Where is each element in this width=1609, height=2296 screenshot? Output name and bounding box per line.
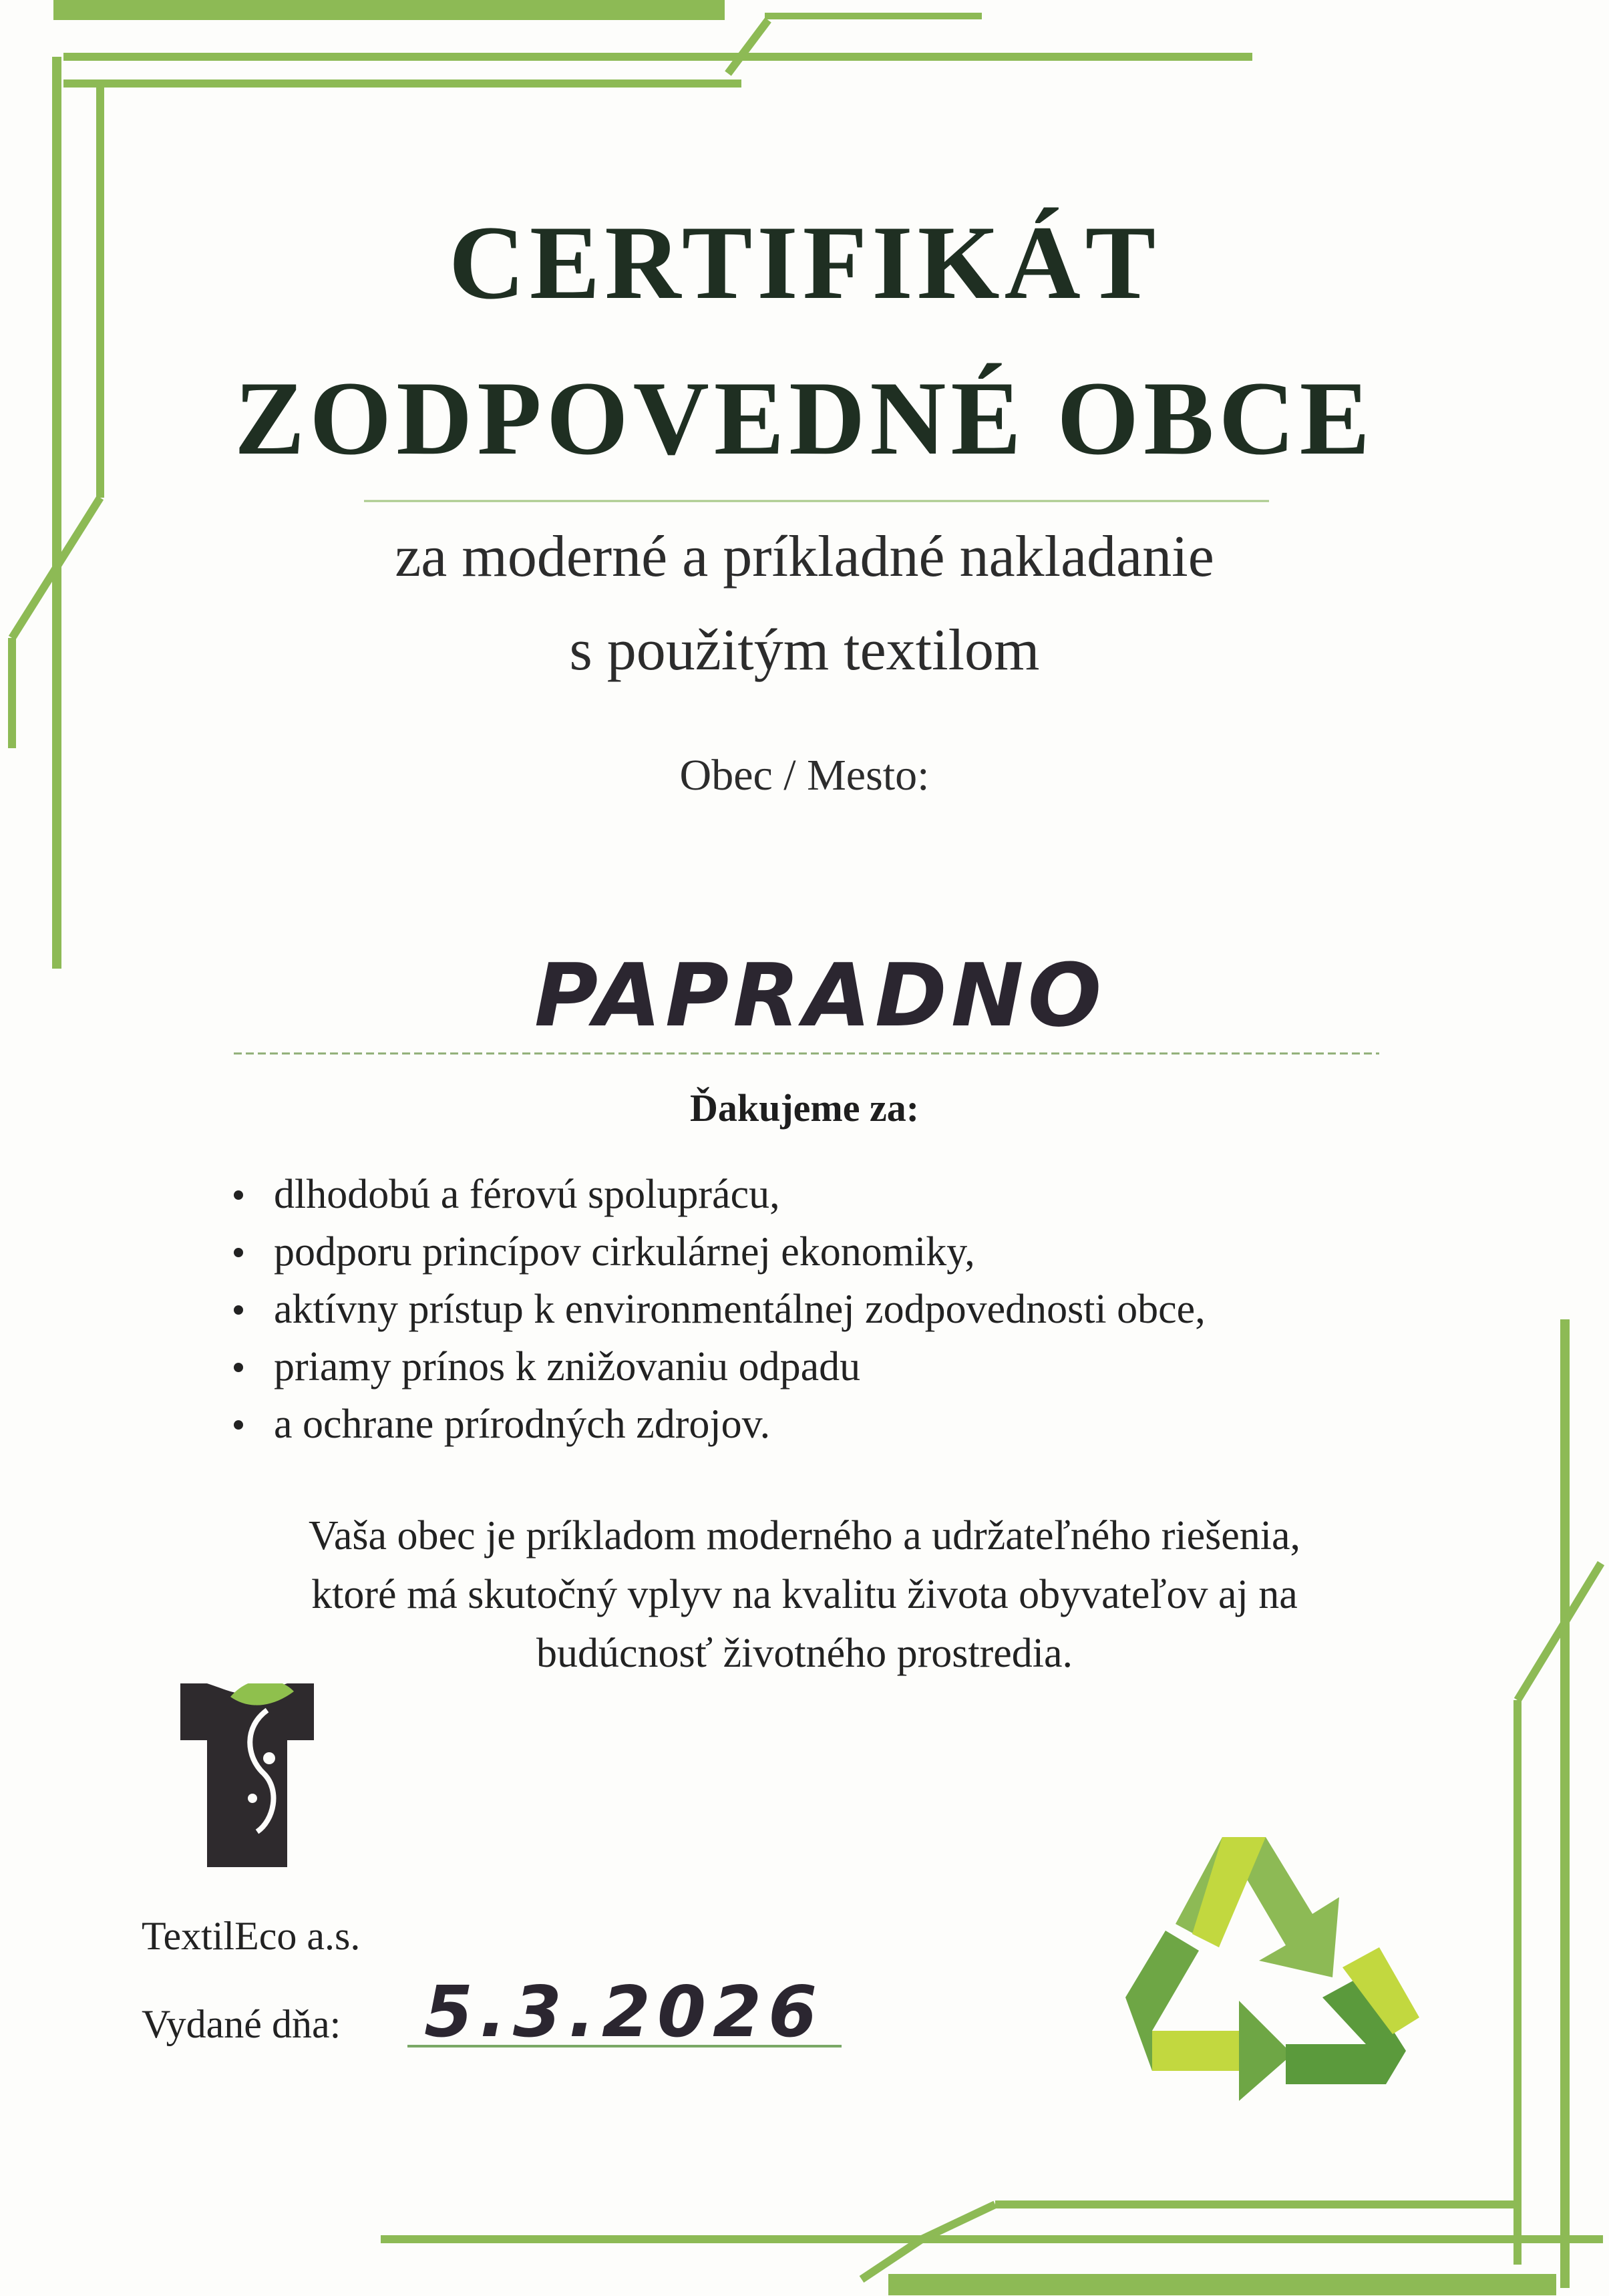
closing-line: ktoré má skutočný vplyv na kvalitu života obyvateľov aj na: [311, 1572, 1298, 1617]
list-item: dlhodobú a férovú spoluprácu,: [220, 1166, 1206, 1223]
list-item: priamy prínos k znižovaniu odpadu: [220, 1338, 1206, 1396]
certificate-title-line2: ZODPOVEDNÉ OBCE: [234, 360, 1375, 477]
certificate-subtitle-line1: za moderné a príkladné nakladanie: [395, 524, 1214, 589]
list-item: podporu princípov cirkulárnej ekonomiky,: [220, 1223, 1206, 1281]
recycle-icon: [1112, 1797, 1433, 2104]
certificate-title-line1: CERTIFIKÁT: [448, 204, 1161, 321]
municipality-value: PAPRADNO: [534, 945, 1106, 1046]
list-item: a ochrane prírodných zdrojov.: [220, 1396, 1206, 1453]
tshirt-leaf-logo-icon: [180, 1683, 314, 1867]
closing-paragraph: [0, 1506, 1609, 1683]
thanks-heading: Ďakujeme za:: [689, 1086, 920, 1130]
closing-line: Vaša obec je príkladom moderného a udržateľného riešenia,: [308, 1513, 1301, 1559]
list-item: aktívny prístup k environmentálnej zodpovednosti obce,: [220, 1281, 1206, 1338]
issuer-name: TextilEco a.s.: [142, 1914, 361, 1958]
issued-label: Vydané dňa:: [142, 2002, 341, 2046]
certificate-subtitle-line2: s použitým textilom: [569, 618, 1040, 683]
closing-line: budúcnosť životného prostredia.: [536, 1631, 1073, 1676]
municipality-label: Obec / Mesto:: [679, 751, 930, 800]
thanks-list: [220, 1166, 1206, 1453]
issued-date: 5.3.2026: [424, 1971, 824, 2053]
